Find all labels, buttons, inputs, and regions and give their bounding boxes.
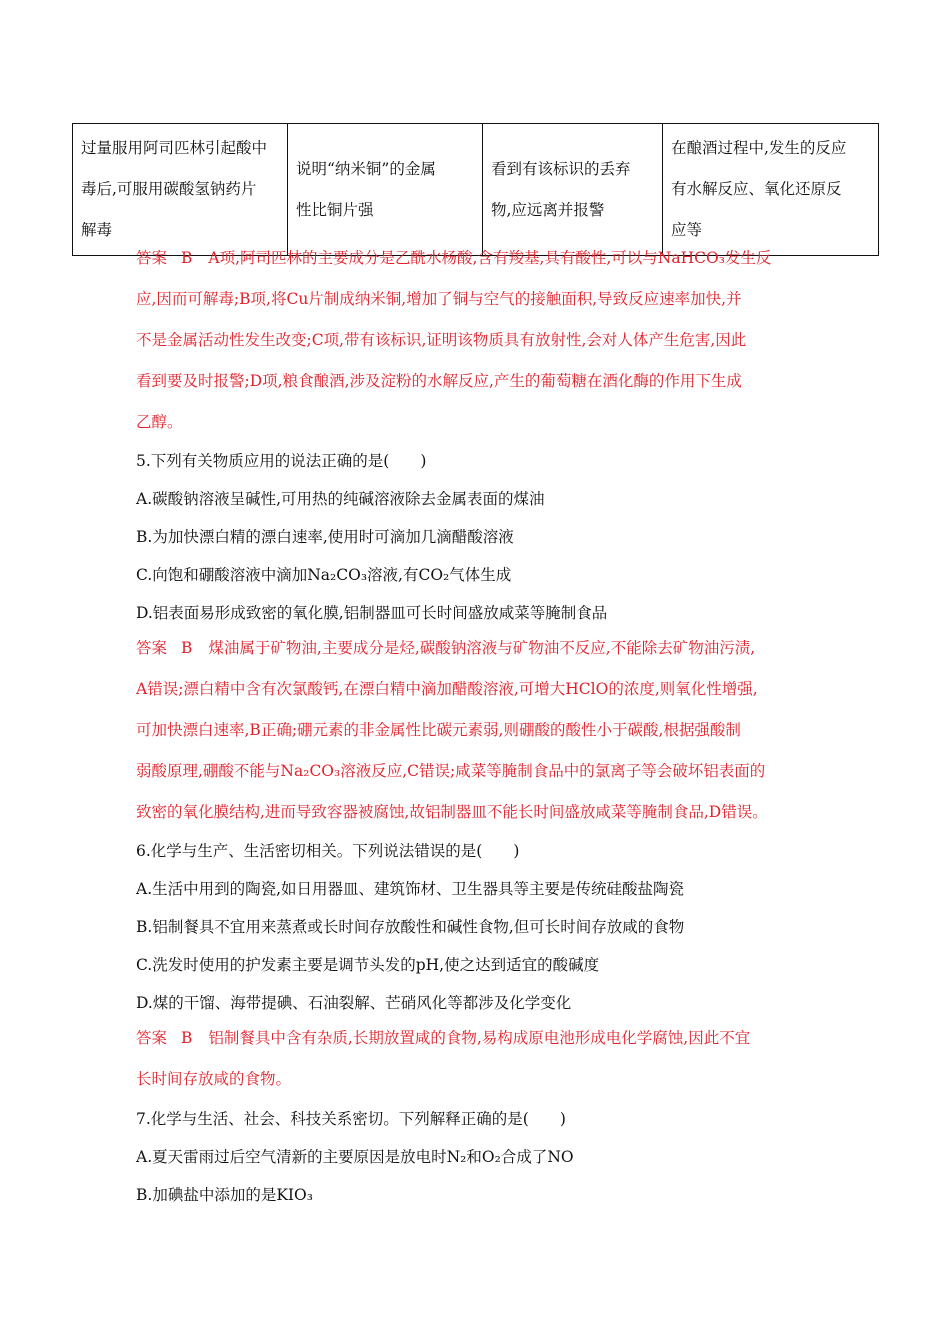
table-cell-c [483,124,663,256]
table-cell-d [663,124,879,256]
answer-text: 看到要及时报警;D项,粮食酿酒,涉及淀粉的水解反应,产生的葡萄糖在酒化酶的作用下生成 [136,372,742,390]
option-b: B.加碘盐中添加的是KIO₃ [136,1186,313,1204]
option-a: A.生活中用到的陶瓷,如日用器皿、建筑饰材、卫生器具等主要是传统硅酸盐陶瓷 [136,880,685,898]
cell-line: 过量服用阿司匹林引起酸中 [81,139,268,157]
answer-label: 答案 [136,1029,168,1047]
question-stem: 7.化学与生活、社会、科技关系密切。下列解释正确的是( ) [136,1110,566,1128]
cell-line: 有水解反应、氧化还原反 [671,180,842,198]
answer-text: 不是金属活动性发生改变;C项,带有该标识,证明该物质具有放射性,会对人体产生危害,因此 [136,331,747,349]
answer-4 [136,238,826,443]
table-cell-b [288,124,483,256]
answer-key: B [181,639,193,657]
answer-text: 乙醇。 [136,413,183,431]
cell-line: 说明“纳米铜”的金属 [296,159,436,178]
option-c: C.向饱和硼酸溶液中滴加Na₂CO₃溶液,有CO₂气体生成 [136,566,512,584]
cell-line: 毒后,可服用碳酸氢钠药片 [81,180,257,198]
cell-line: 解毒 [81,221,113,239]
answer-5 [136,628,826,833]
answer-text: 长时间存放咸的食物。 [136,1070,292,1088]
question-stem: 5.下列有关物质应用的说法正确的是( ) [136,452,427,470]
cell-line: 应等 [671,221,703,239]
answer-text: A错误;漂白精中含有次氯酸钙,在漂白精中滴加醋酸溶液,可增大HClO的浓度,则氧化性增强, [136,680,758,698]
table-cell-a [73,124,288,256]
answer-text: A项,阿司匹林的主要成分是乙酰水杨酸,含有羧基,具有酸性,可以与NaHCO₃发生反 [208,249,772,267]
answer-6 [136,1018,826,1100]
question-5 [136,442,826,632]
answer-label: 答案 [136,639,168,657]
option-d: D.铝表面易形成致密的氧化膜,铝制器皿可长时间盛放咸菜等腌制食品 [136,604,608,622]
option-b: B.为加快漂白精的漂白速率,使用时可滴加几滴醋酸溶液 [136,528,514,546]
options-table [72,123,879,256]
option-d: D.煤的干馏、海带提碘、石油裂解、芒硝风化等都涉及化学变化 [136,994,572,1012]
option-b: B.铝制餐具不宜用来蒸煮或长时间存放酸性和碱性食物,但可长时间存放咸的食物 [136,918,685,936]
answer-text: 弱酸原理,硼酸不能与Na₂CO₃溶液反应,C错误;咸菜等腌制食品中的氯离子等会破坏铝表面的 [136,762,766,780]
question-6 [136,832,826,1022]
table-row [73,124,879,256]
option-c: C.洗发时使用的护发素主要是调节头发的pH,使之达到适宜的酸碱度 [136,956,600,974]
cell-line: 在酿酒过程中,发生的反应 [671,139,847,157]
cell-line: 看到有该标识的丢弃 [491,159,631,178]
answer-text: 致密的氧化膜结构,进而导致容器被腐蚀,故铝制器皿不能长时间盛放咸菜等腌制食品,D错误。 [136,803,768,821]
answer-key: B [181,1029,193,1047]
answer-key: B [181,249,193,267]
question-7 [136,1100,826,1214]
answer-text: 煤油属于矿物油,主要成分是烃,碳酸钠溶液与矿物油不反应,不能除去矿物油污渍, [208,639,756,657]
answer-text: 应,因而可解毒;B项,将Cu片制成纳米铜,增加了铜与空气的接触面积,导致反应速率加快,并 [136,290,742,308]
option-a: A.碳酸钠溶液呈碱性,可用热的纯碱溶液除去金属表面的煤油 [136,490,545,508]
answer-label: 答案 [136,249,168,267]
question-stem: 6.化学与生产、生活密切相关。下列说法错误的是( ) [136,842,520,860]
cell-line: 物,应远离并报警 [491,200,605,219]
cell-line: 性比铜片强 [296,200,374,219]
answer-text: 铝制餐具中含有杂质,长期放置咸的食物,易构成原电池形成电化学腐蚀,因此不宜 [208,1029,751,1047]
answer-text: 可加快漂白速率,B正确;硼元素的非金属性比碳元素弱,则硼酸的酸性小于碳酸,根据强酸制 [136,721,741,739]
option-a: A.夏天雷雨过后空气清新的主要原因是放电时N₂和O₂合成了NO [136,1148,574,1166]
